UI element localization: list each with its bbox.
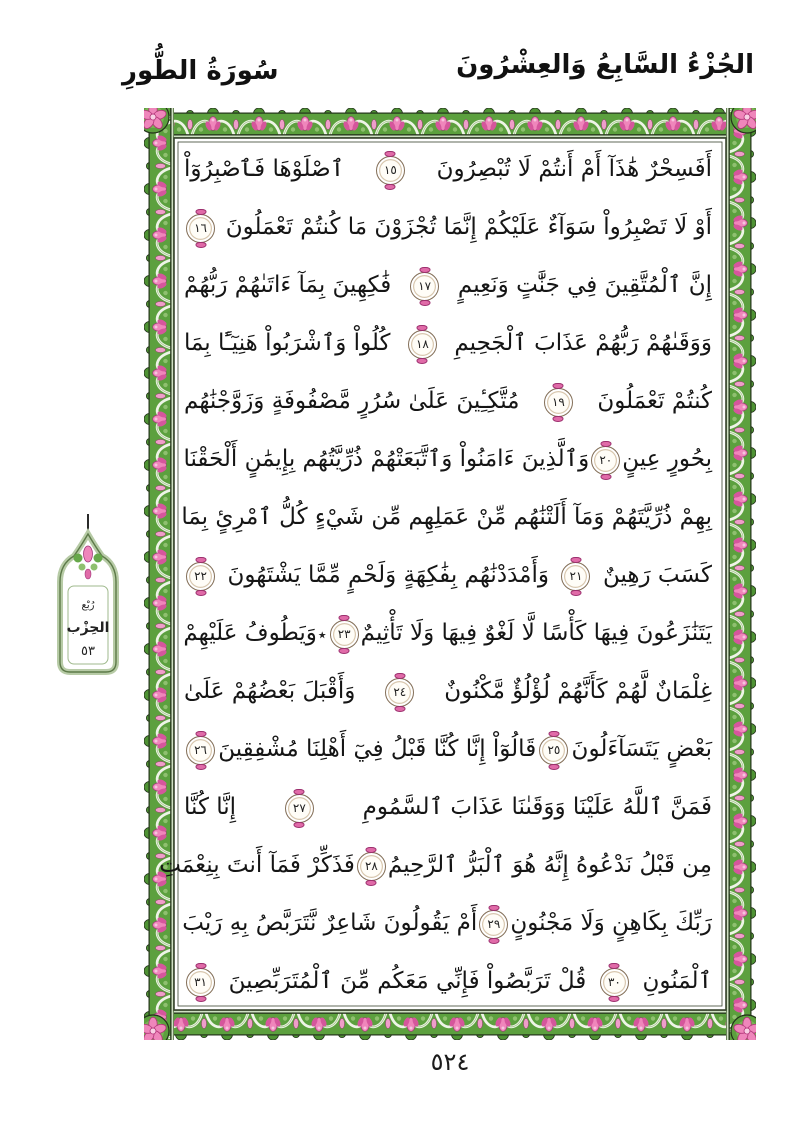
rub-el-hizb-star-icon: ٭ bbox=[317, 624, 327, 644]
verse-text: وَوَقَىٰهُمْ رَبُّهُمْ عَذَابَ ٱلْجَحِيمِ bbox=[454, 330, 712, 357]
verse-text: وَأَقْبَلَ بَعْضُهُمْ عَلَىٰ bbox=[184, 678, 356, 705]
verse-text: فَٰكِهِينَ بِمَآ ءَاتَىٰهُمْ رَبُّهُمْ bbox=[184, 272, 392, 299]
hizb-label: الحِزْب bbox=[66, 620, 110, 636]
quran-line bbox=[181, 498, 712, 538]
verse-text: كُلُواْ وَٱشْرَبُواْ هَنِيٓـًٔا بِمَا bbox=[184, 330, 391, 357]
verse-text: وَٱلَّذِينَ ءَامَنُواْ وَٱتَّبَعَتْهُمْ ذُرِّيَّتُهُم بِإِيمَٰنٍ أَلْحَقْنَا bbox=[183, 446, 590, 473]
ayah-marker: ١٥ bbox=[376, 156, 405, 185]
verse-text: ٱلْمَنُونِ bbox=[642, 968, 712, 995]
ayah-marker: ٢٦ bbox=[186, 736, 215, 765]
quran-line bbox=[184, 614, 712, 654]
verse-text: بِحُورٍ عِينٍ bbox=[622, 446, 712, 473]
verse-text: قُلْ تَرَبَّصُواْ فَإِنِّي مَعَكُم مِّنَ ٱلْمُتَرَبِّصِينَ bbox=[228, 968, 587, 995]
hizb-quarter-label: رُبْع bbox=[81, 600, 95, 611]
quran-line bbox=[184, 672, 712, 712]
verse-text: مُتَّكِـِٔينَ عَلَىٰ سُرُرٍ مَّصْفُوفَةٍ وَزَوَّجْنَٰهُم bbox=[184, 388, 520, 415]
surah-title: سُورَةُ الطُّورِ bbox=[122, 56, 279, 86]
juz-title: الجُزْءُ السَّابِعُ وَالعِشْرُونَ bbox=[456, 50, 754, 80]
verse-text: كَسَبَ رَهِينٌ bbox=[602, 562, 712, 589]
verse-text: إِنَّ ٱلْمُتَّقِينَ فِي جَنَّٰتٍ وَنَعِيمٍ bbox=[457, 272, 712, 299]
ayah-marker: ٢٤ bbox=[385, 678, 414, 707]
quran-line bbox=[184, 266, 712, 306]
ayah-marker: ٣١ bbox=[186, 968, 215, 997]
quran-text bbox=[159, 150, 712, 1002]
quran-line bbox=[184, 962, 712, 1002]
verse-text: ٱصْلَوْهَا فَٱصْبِرُوٓاْ bbox=[184, 156, 345, 183]
quran-line bbox=[184, 904, 712, 944]
quran-line bbox=[184, 324, 712, 364]
verse-text: أَفَسِحْرٌ هَٰذَآ أَمْ أَنتُمْ لَا تُبْصِرُونَ bbox=[436, 156, 712, 183]
quran-line bbox=[184, 788, 712, 828]
verse-text: أَوْ لَا تَصْبِرُواْ سَوَآءٌ عَلَيْكُمْ إِنَّمَا تُجْزَوْنَ مَا كُنتُمْ تَعْمَلُونَ bbox=[225, 214, 712, 241]
verse-text: غِلْمَانٌ لَّهُمْ كَأَنَّهُمْ لُؤْلُؤٌ مَّكْنُونٌ bbox=[444, 678, 712, 705]
verse-text: وَأَمْدَدْنَٰهُم بِفَٰكِهَةٍ وَلَحْمٍ مِّمَّا يَشْتَهُونَ bbox=[227, 562, 549, 589]
ayah-marker: ٣٠ bbox=[600, 968, 629, 997]
ayah-marker: ١٧ bbox=[410, 272, 439, 301]
verse-text: بِهِمْ ذُرِّيَّتَهُمْ وَمَآ أَلَتْنَٰهُم مِّنْ عَمَلِهِم مِّن شَيْءٍ كُلُّ ٱمْرِئٍ بِمَا bbox=[181, 504, 712, 531]
verse-text: بَعْضٍ يَتَسَآءَلُونَ bbox=[571, 736, 712, 763]
hizb-ornament bbox=[48, 512, 128, 692]
verse-text: رَبِّكَ بِكَاهِنٍ وَلَا مَجْنُونٍ bbox=[510, 910, 712, 937]
quran-line bbox=[184, 382, 712, 422]
verse-text: وَيَطُوفُ عَلَيْهِمْ bbox=[183, 620, 317, 647]
quran-line bbox=[159, 846, 712, 886]
page-number: ٥٢٤ bbox=[430, 1048, 470, 1076]
ayah-marker: ١٨ bbox=[408, 330, 437, 359]
quran-line bbox=[184, 150, 712, 190]
ayah-marker: ٢٨ bbox=[357, 852, 386, 881]
ayah-marker: ٢٢ bbox=[186, 562, 215, 591]
ayah-marker: ٢٥ bbox=[539, 736, 568, 765]
verse-text: مِن قَبْلُ نَدْعُوهُ إِنَّهُ هُوَ ٱلْبَرُّ ٱلرَّحِيمُ bbox=[387, 852, 712, 879]
ayah-marker: ٢٧ bbox=[285, 794, 314, 823]
verse-text: أَمْ يَقُولُونَ شَاعِرٌ نَّتَرَبَّصُ بِهِ رَيْبَ bbox=[182, 910, 478, 937]
verse-text: يَتَنَٰزَعُونَ فِيهَا كَأْسًا لَّا لَغْوٌ فِيهَا وَلَا تَأْثِيمٌ bbox=[360, 620, 712, 647]
quran-line bbox=[184, 556, 712, 596]
ayah-marker: ٢١ bbox=[561, 562, 590, 591]
quran-line bbox=[184, 440, 712, 480]
verse-text: فَذَكِّرْ فَمَآ أَنتَ بِنِعْمَتِ bbox=[159, 852, 355, 879]
ayah-marker: ٢٠ bbox=[591, 446, 620, 475]
ayah-marker: ٢٣ bbox=[330, 620, 359, 649]
quran-line bbox=[184, 730, 712, 770]
ayah-marker: ١٦ bbox=[186, 214, 215, 243]
verse-text: إِنَّا كُنَّا bbox=[184, 794, 237, 821]
verse-text: فَمَنَّ ٱللَّهُ عَلَيْنَا وَوَقَىٰنَا عَذَابَ ٱلسَّمُومِ bbox=[362, 794, 712, 821]
verse-text: قَالُوٓاْ إِنَّا كُنَّا قَبْلُ فِيٓ أَهْلِنَا مُشْفِقِينَ bbox=[218, 736, 537, 763]
verse-text: كُنتُمْ تَعْمَلُونَ bbox=[597, 388, 712, 415]
quran-line bbox=[184, 208, 712, 248]
hizb-number: ٥٣ bbox=[81, 644, 95, 659]
ayah-marker: ١٩ bbox=[544, 388, 573, 417]
ayah-marker: ٢٩ bbox=[479, 910, 508, 939]
